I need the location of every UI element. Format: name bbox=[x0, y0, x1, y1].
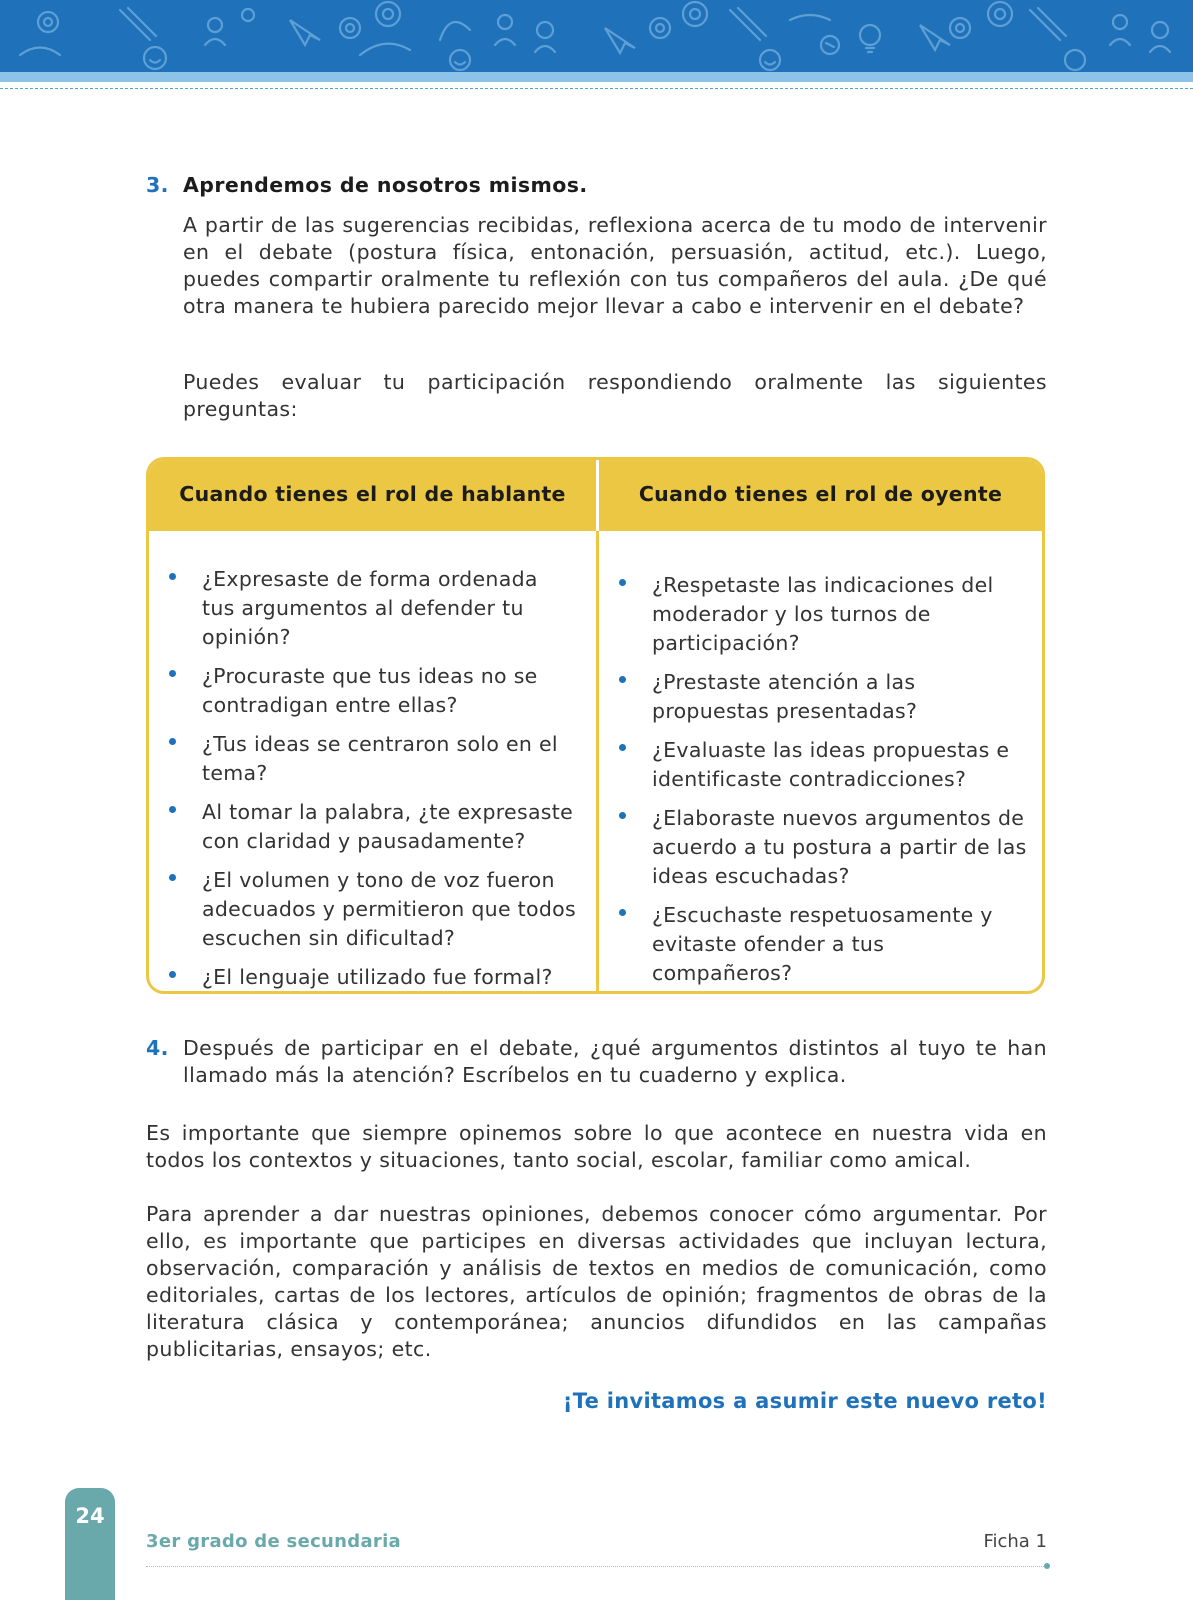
list-item bbox=[617, 901, 1029, 988]
footer-dotted-rule bbox=[146, 1566, 1046, 1567]
listener-column-header: Cuando tienes el rol de oyente bbox=[638, 482, 1003, 506]
listener-question: ¿Evaluaste las ideas propuestas e identificaste contradicciones? bbox=[652, 738, 1010, 791]
speaker-question: ¿El lenguaje utilizado fue formal? bbox=[202, 965, 553, 989]
item-3-heading bbox=[146, 172, 1048, 202]
bullet-icon bbox=[619, 744, 626, 751]
speaker-question: ¿Procuraste que tus ideas no se contradigan entre ellas? bbox=[202, 664, 538, 717]
list-item bbox=[617, 571, 1029, 658]
bullet-icon bbox=[169, 806, 176, 813]
bullet-icon bbox=[169, 670, 176, 677]
closing-callout: ¡Te invitamos a asumir este nuevo reto! bbox=[562, 1389, 1047, 1413]
bullet-icon bbox=[169, 573, 176, 580]
footer-dot-icon bbox=[1044, 1563, 1050, 1569]
speaker-question: ¿El volumen y tono de voz fueron adecuados y permitieron que todos escuchen sin dificultad? bbox=[202, 868, 576, 950]
list-item bbox=[167, 866, 577, 953]
item-4-number: 4. bbox=[146, 1036, 169, 1060]
list-item bbox=[167, 565, 577, 652]
list-item bbox=[167, 798, 577, 856]
footer-ficha-label: Ficha 1 bbox=[983, 1531, 1047, 1552]
page-number: 24 bbox=[75, 1504, 105, 1528]
bullet-icon bbox=[619, 676, 626, 683]
bullet-icon bbox=[169, 874, 176, 881]
header-banner bbox=[0, 0, 1193, 72]
bullet-icon bbox=[619, 579, 626, 586]
header-stripe bbox=[0, 72, 1193, 82]
footer-grade-label: 3er grado de secundaria bbox=[146, 1531, 402, 1552]
speaker-question: ¿Expresaste de forma ordenada tus argumentos al defender tu opinión? bbox=[202, 567, 538, 649]
listener-question: ¿Elaboraste nuevos argumentos de acuerdo a tu postura a partir de las ideas escuchadas? bbox=[652, 806, 1027, 888]
bullet-icon bbox=[619, 909, 626, 916]
doodle-pattern-icon bbox=[0, 0, 1193, 72]
bullet-icon bbox=[169, 971, 176, 978]
list-item bbox=[167, 662, 577, 720]
item-3-number: 3. bbox=[146, 173, 169, 197]
evaluation-table bbox=[146, 457, 1045, 994]
bullet-icon bbox=[619, 812, 626, 819]
list-item bbox=[617, 668, 1029, 726]
speaker-column-header: Cuando tienes el rol de hablante bbox=[179, 482, 566, 506]
speaker-question-list bbox=[167, 565, 577, 994]
item-3-paragraph-1: A partir de las sugerencias recibidas, reflexiona acerca de tu modo de intervenir en el debate (postura física, entonación, persuasión, actitud, etc.). Luego, puedes compartir oralmente tu reflexión con tus compañeros del aula. ¿De qué otra manera te hubiera parecido mejor llevar a cabo e intervenir en el debate? bbox=[183, 213, 1047, 318]
listener-question: ¿Respetaste las indicaciones del moderador y los turnos de participación? bbox=[652, 573, 994, 655]
item-3-paragraph-2: Puedes evaluar tu participación respondiendo oralmente las siguientes preguntas: bbox=[183, 370, 1047, 421]
column-divider bbox=[596, 460, 599, 991]
bullet-icon bbox=[169, 738, 176, 745]
listener-question-list bbox=[617, 571, 1029, 994]
listener-question: ¿Prestaste atención a las propuestas presentadas? bbox=[652, 670, 918, 723]
list-item bbox=[167, 963, 577, 992]
item-4 bbox=[146, 1035, 1048, 1095]
header-dashed-rule bbox=[0, 88, 1193, 89]
speaker-question: Al tomar la palabra, ¿te expresaste con claridad y pausadamente? bbox=[202, 800, 574, 853]
body-paragraph-1: Es importante que siempre opinemos sobre lo que acontece en nuestra vida en todos los contextos y situaciones, tanto social, escolar, familiar como amical. bbox=[146, 1121, 1047, 1172]
speaker-question: ¿Tus ideas se centraron solo en el tema? bbox=[202, 732, 558, 785]
item-3-title: Aprendemos de nosotros mismos. bbox=[183, 173, 588, 197]
body-paragraph-2: Para aprender a dar nuestras opiniones, debemos conocer cómo argumentar. Por ello, es importante que participes en diversas actividades que incluyan lectura, observación, comparación y análisis de textos en medios de comunicación, como editoriales, cartas de los lectores, artículos de opinión; fragmentos de obras de la literatura clásica y contemporánea; anuncios difundidos en las campañas publicitarias, ensayos; etc. bbox=[146, 1202, 1047, 1361]
listener-question: ¿Escuchaste respetuosamente y evitaste ofender a tus compañeros? bbox=[652, 903, 993, 985]
list-item bbox=[167, 730, 577, 788]
list-item bbox=[617, 736, 1029, 794]
item-4-text: Después de participar en el debate, ¿qué argumentos distintos al tuyo te han llamado más la atención? Escríbelos en tu cuaderno y explica. bbox=[183, 1036, 1047, 1087]
list-item bbox=[617, 804, 1029, 891]
page-number-tab bbox=[65, 1488, 115, 1600]
